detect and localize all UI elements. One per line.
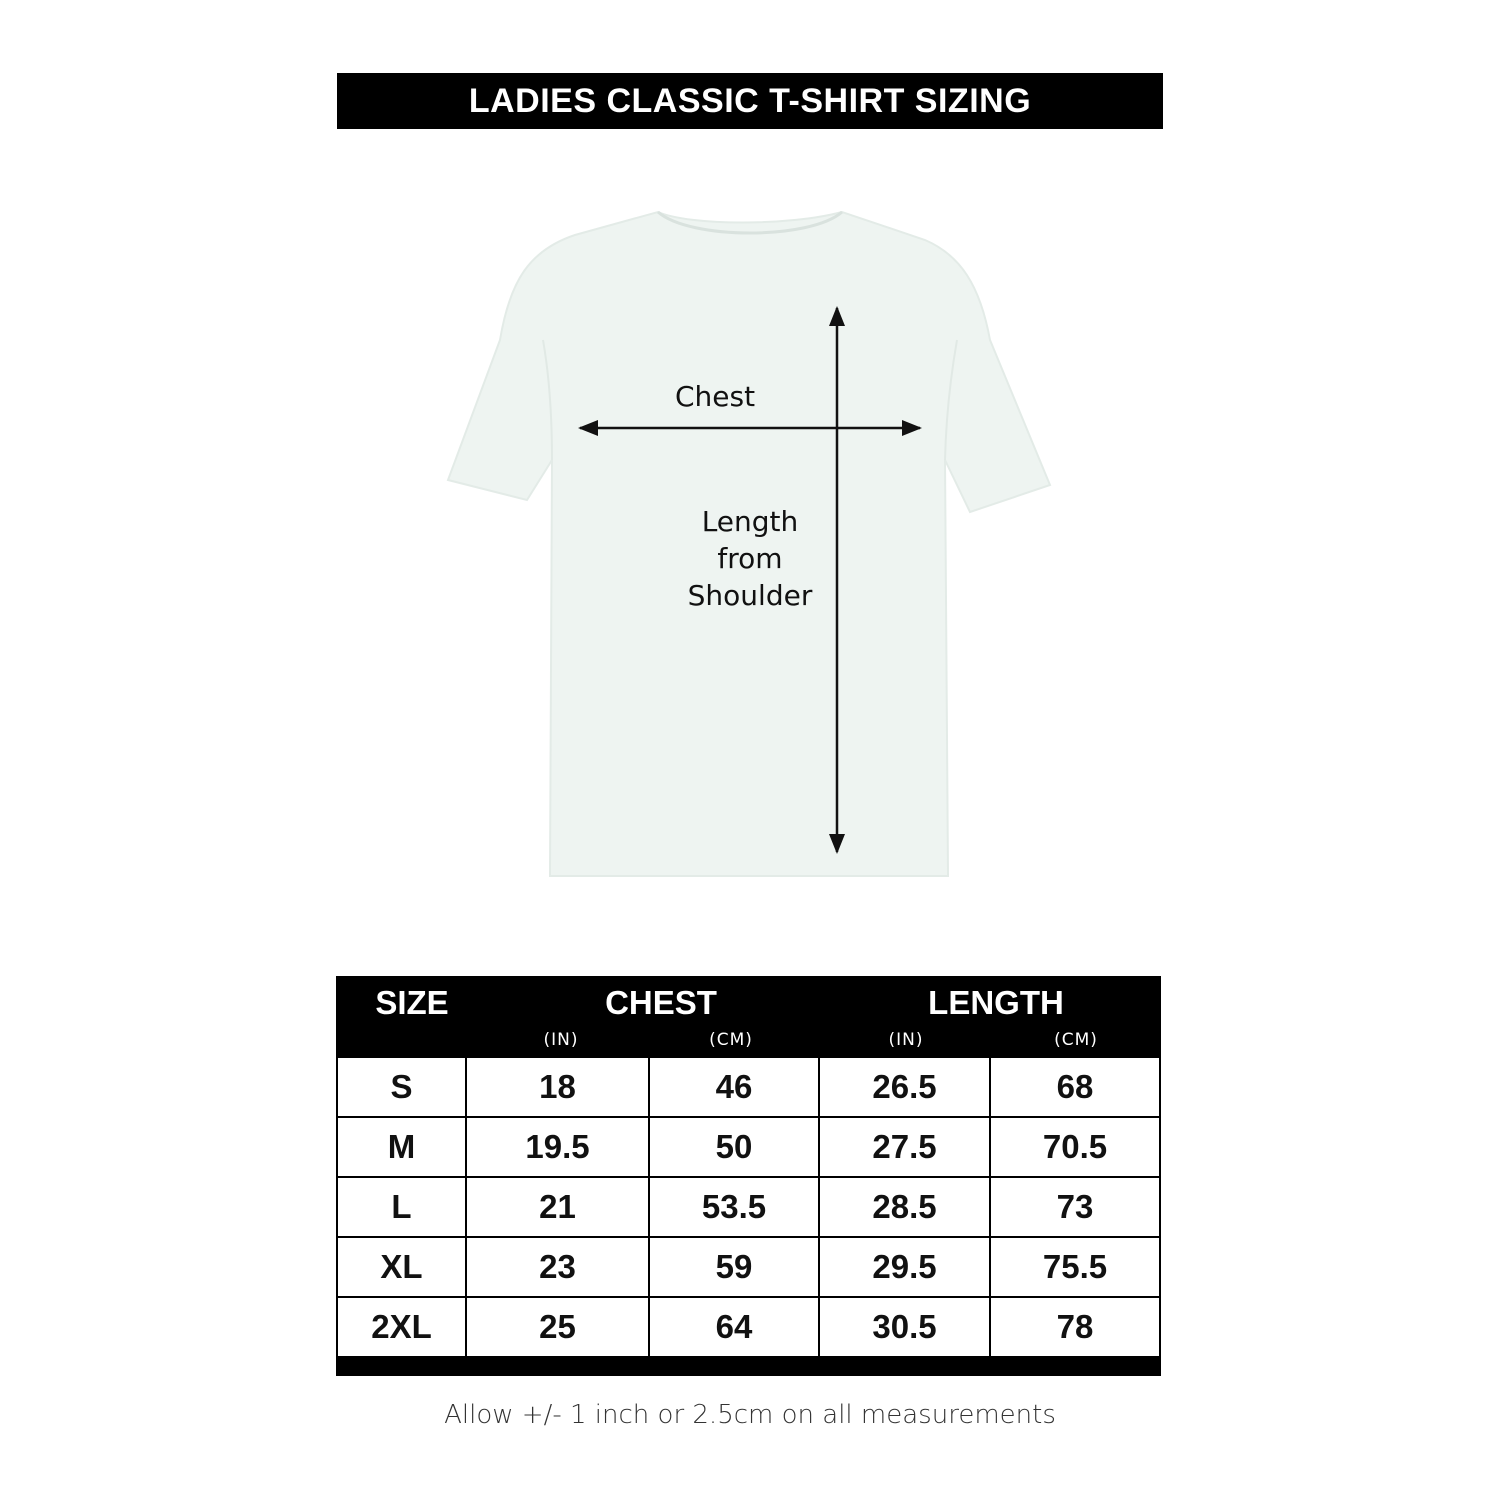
chest-cm-cell: 46 — [650, 1058, 818, 1116]
length-cm-cell: 75.5 — [991, 1238, 1159, 1296]
size-cell: S — [338, 1058, 465, 1116]
chest-in-cell: 18 — [467, 1058, 648, 1116]
table-header — [336, 976, 1161, 1056]
length-in-cell: 26.5 — [820, 1058, 989, 1116]
chest-in-cell: 23 — [467, 1238, 648, 1296]
table-row — [338, 1118, 1159, 1176]
length-cm-cell: 78 — [991, 1298, 1159, 1356]
chest-in-cell: 19.5 — [467, 1118, 648, 1176]
measurement-note: Allow +/- 1 inch or 2.5cm on all measurements — [444, 1400, 1056, 1430]
header-length: LENGTH — [928, 984, 1064, 1021]
size-cell: L — [338, 1178, 465, 1236]
chest-cm-cell: 50 — [650, 1118, 818, 1176]
size-cell: 2XL — [338, 1298, 465, 1356]
length-cm-cell: 73 — [991, 1178, 1159, 1236]
length-cm-cell: 68 — [991, 1058, 1159, 1116]
size-cell: M — [338, 1118, 465, 1176]
title-banner — [337, 73, 1163, 129]
unit-length-cm: (CM) — [1054, 1030, 1098, 1050]
length-label — [660, 503, 840, 614]
table-row — [338, 1058, 1159, 1116]
chest-in-cell: 21 — [467, 1178, 648, 1236]
unit-chest-in: (IN) — [543, 1030, 579, 1050]
header-chest: CHEST — [605, 984, 717, 1021]
chest-cm-cell: 53.5 — [650, 1178, 818, 1236]
unit-chest-cm: (CM) — [709, 1030, 753, 1050]
header-size: SIZE — [375, 984, 449, 1021]
length-in-cell: 27.5 — [820, 1118, 989, 1176]
length-in-cell: 30.5 — [820, 1298, 989, 1356]
length-cm-cell: 70.5 — [991, 1118, 1159, 1176]
length-label-line-2: from — [717, 542, 783, 575]
chest-cm-cell: 59 — [650, 1238, 818, 1296]
length-in-cell: 28.5 — [820, 1178, 989, 1236]
table-row — [338, 1238, 1159, 1296]
length-label-line-1: Length — [701, 505, 799, 538]
chest-cm-cell: 64 — [650, 1298, 818, 1356]
chest-label: Chest — [674, 380, 756, 413]
page-title: LADIES CLASSIC T-SHIRT SIZING — [468, 81, 1032, 120]
table-body — [338, 1056, 1159, 1356]
unit-length-in: (IN) — [888, 1030, 924, 1050]
size-cell: XL — [338, 1238, 465, 1296]
length-in-cell: 29.5 — [820, 1238, 989, 1296]
size-table — [336, 976, 1161, 1376]
table-row — [338, 1298, 1159, 1356]
table-row — [338, 1178, 1159, 1236]
chest-in-cell: 25 — [467, 1298, 648, 1356]
length-label-line-3: Shoulder — [687, 579, 813, 612]
